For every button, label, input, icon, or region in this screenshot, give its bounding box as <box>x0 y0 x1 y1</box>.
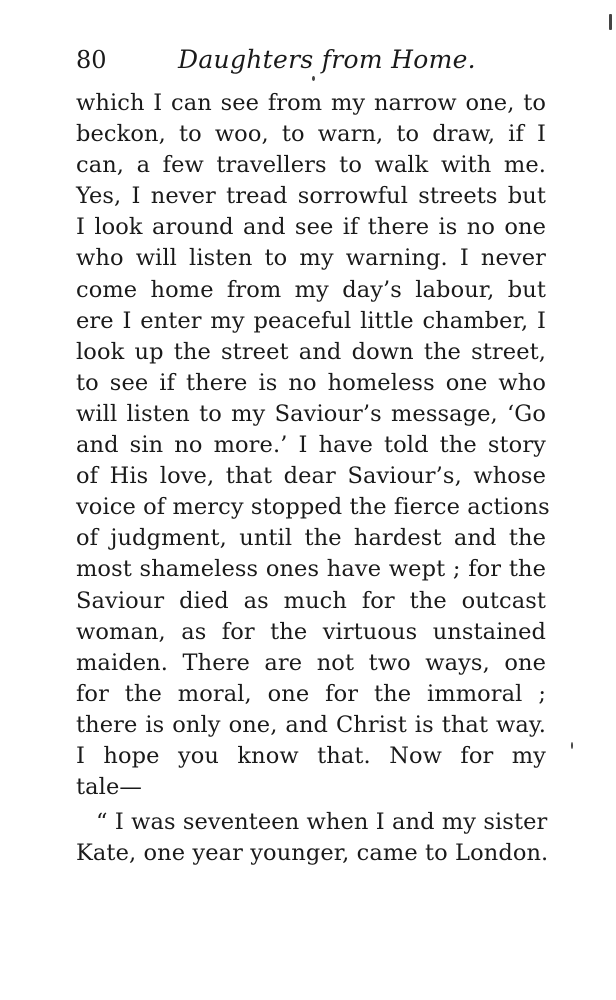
text-line: most shameless ones have wept ; for the <box>76 556 546 583</box>
running-title: Daughters from Home. <box>178 45 476 74</box>
text-line: can, a few travellers to walk with me. <box>76 152 546 179</box>
text-line: which I can see from my narrow one, to <box>76 90 546 116</box>
text-line: and sin no more.’ I have told the story <box>76 432 546 459</box>
text-line: maiden. There are not two ways, one <box>76 649 546 676</box>
text-line: will listen to my Saviour’s message, ‘Go <box>76 400 546 427</box>
text-line: woman, as for the virtuous unstained <box>76 618 546 645</box>
text-line: of judgment, until the hardest and the <box>76 525 546 552</box>
text-line: for the moral, one for the immoral ; <box>76 680 546 707</box>
print-speck <box>571 742 573 749</box>
text-line: there is only one, and Christ is that way. <box>76 711 546 738</box>
text-line: who will listen to my warning. I never <box>76 245 546 272</box>
text-line: ere I enter my peaceful little chamber, I <box>76 307 546 334</box>
text-line: voice of mercy stopped the fierce actions <box>76 494 550 521</box>
text-line: I look around and see if there is no one <box>76 214 546 241</box>
print-speck <box>312 76 315 81</box>
text-line: Saviour died as much for the outcast <box>76 587 546 614</box>
text-line: Yes, I never tread sorrowful streets but <box>76 183 546 210</box>
body-text <box>76 88 550 869</box>
text-line: tale— <box>76 774 142 801</box>
paragraph-1 <box>76 88 550 803</box>
page-header <box>76 44 546 76</box>
text-line: I hope you know that. Now for my <box>76 742 546 769</box>
text-line: “ I was seventeen when I and my sister <box>96 809 548 836</box>
paragraph-2 <box>76 807 549 869</box>
print-speck <box>609 14 612 30</box>
text-line: Kate, one year younger, came to London. <box>76 840 549 867</box>
text-line: look up the street and down the street, <box>76 338 546 365</box>
text-line: beckon, to woo, to warn, to draw, if I <box>76 121 546 148</box>
text-line: of His love, that dear Saviour’s, whose <box>76 463 546 490</box>
page-number: 80 <box>76 46 107 74</box>
text-line: come home from my day’s labour, but <box>76 276 546 303</box>
text-line: to see if there is no homeless one who <box>76 369 546 396</box>
